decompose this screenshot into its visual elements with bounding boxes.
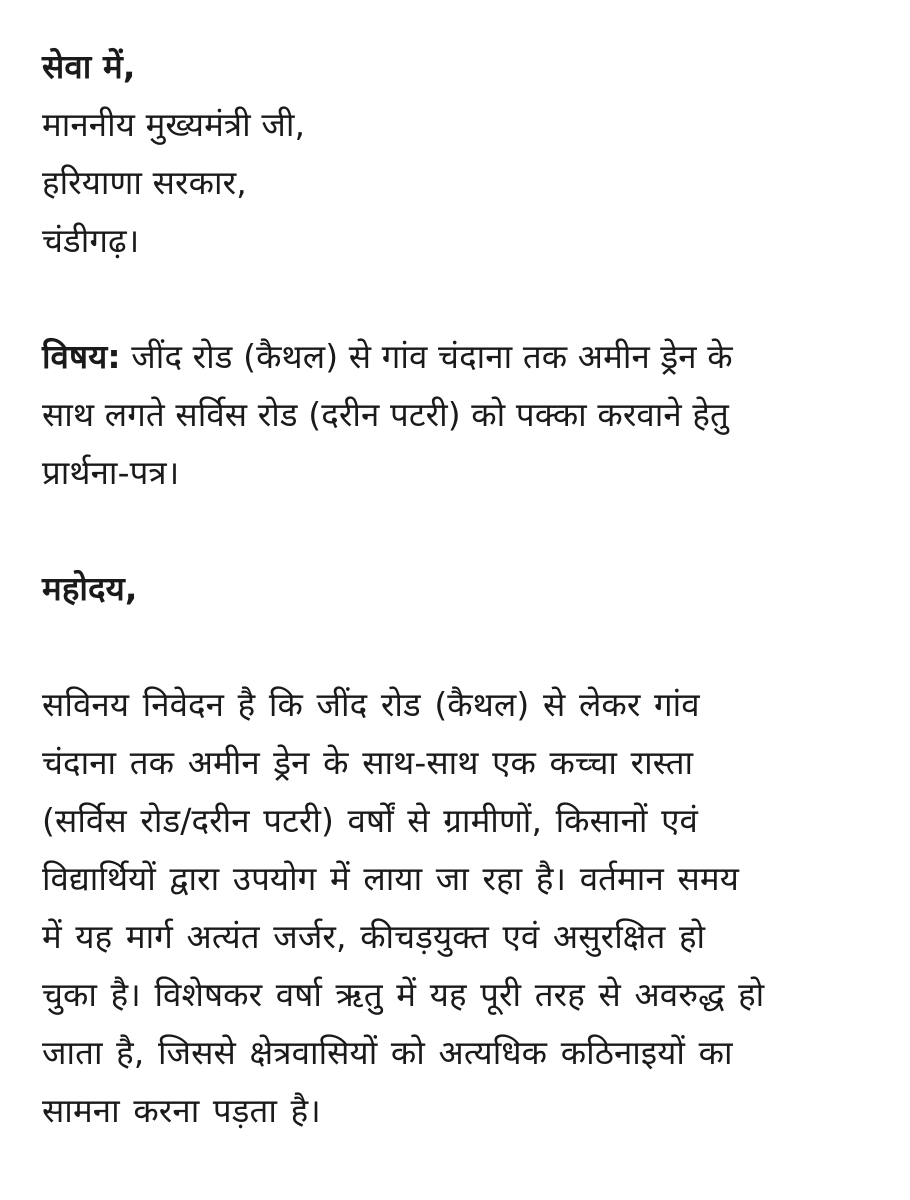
body-line-5: में यह मार्ग अत्यंत जर्जर, कीचड़युक्त एवं असुरक्षित हो	[42, 917, 706, 956]
address-block	[42, 38, 880, 270]
address-line-recipient: माननीय मुख्यमंत्री जी,	[42, 105, 306, 144]
body-line-3: (सर्विस रोड/दरीन पटरी) वर्षों से ग्रामीणों, किसानों एवं	[42, 801, 698, 840]
address-line-city: चंडीगढ़।	[42, 221, 140, 260]
subject-line-1	[42, 328, 880, 386]
spacer	[42, 270, 880, 328]
body-line-1: सविनय निवेदन है कि जींद रोड (कैथल) से लेकर गांव	[42, 685, 700, 724]
subject-line-3: प्रार्थना-पत्र।	[42, 453, 180, 492]
spacer	[42, 618, 880, 676]
subject-block	[42, 328, 880, 502]
spacer	[42, 502, 880, 560]
body-line-7: जाता है, जिससे क्षेत्रवासियों को अत्यधिक कठिनाइयों का	[42, 1033, 733, 1072]
body-line-4: विद्यार्थियों द्वारा उपयोग में लाया जा रहा है। वर्तमान समय	[42, 859, 739, 898]
body-line-6: चुका है। विशेषकर वर्षा ऋतु में यह पूरी तरह से अवरुद्ध हो	[42, 975, 765, 1014]
address-line-government: हरियाणा सरकार,	[42, 163, 247, 202]
greeting-block	[42, 560, 880, 618]
body-line-2: चंदाना तक अमीन ड्रेन के साथ-साथ एक कच्चा रास्ता	[42, 743, 694, 782]
subject-text-1: जींद रोड (कैथल) से गांव चंदाना तक अमीन ड्रेन के	[120, 337, 733, 376]
body-paragraph	[42, 676, 880, 1140]
subject-line-2: साथ लगते सर्विस रोड (दरीन पटरी) को पक्का करवाने हेतु	[42, 395, 729, 434]
body-line-8: सामना करना पड़ता है।	[42, 1091, 321, 1130]
greeting: महोदय,	[42, 569, 138, 608]
salutation: सेवा में,	[42, 47, 136, 86]
subject-label: विषय:	[42, 337, 121, 376]
